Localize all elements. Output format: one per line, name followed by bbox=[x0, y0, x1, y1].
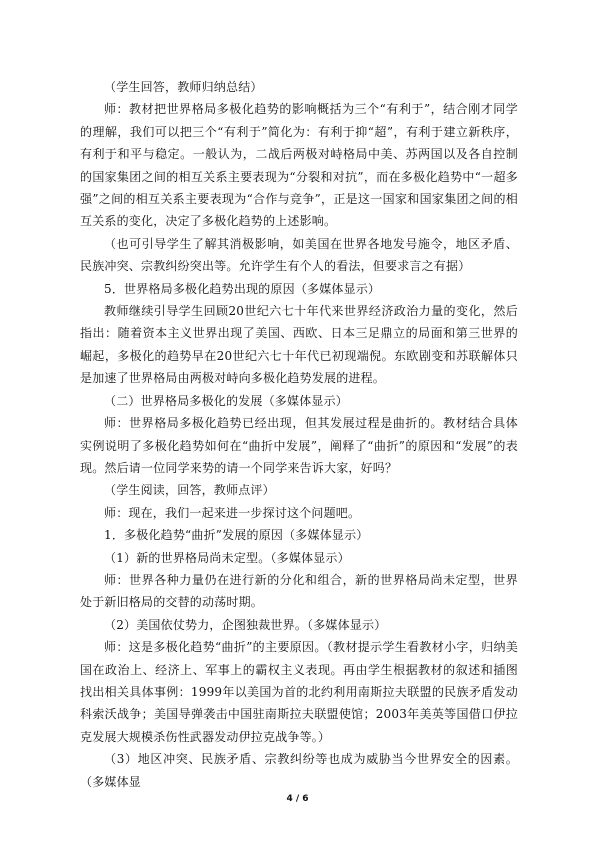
paragraph: （学生回答，教师归纳总结） bbox=[104, 80, 263, 94]
paragraph: （也可引导学生了解其消极影响，如美国在世界各地发号施令，地区矛盾、民族冲突、宗教纠纷突出等。允许学生有个人的看法，但要求言之有据） bbox=[80, 236, 518, 274]
paragraph: 师：这是多极化趋势“曲折”的主要原因。（教材提示学生看教材小字，归纳美国在政治上、经济上、军事上的霸权主义表现。再由学生根据教材的叙述和插图找出相关具体事例：1999年以美国为首的北约利用南斯拉夫联盟的民族矛盾发动科索沃战争；美国导弹袭击中国驻南斯拉夫联盟使馆；2003年美英等国借口伊拉克发展大规模杀伤性武器发动伊拉克战争等。） bbox=[80, 640, 518, 744]
section-heading: （二）世界格局多极化的发展（多媒体显示） bbox=[104, 393, 349, 408]
paragraph: 师：教材把世界格局多极化趋势的影响概括为三个“有利于”，结合刚才同学的理解，我们可以把三个“有利于”简化为：有利于抑“超”，有利于建立新秩序，有利于和平与稳定。一般认为，二战后两极对峙格局中美、苏两国以及各自控制的国家集团之间的相互关系主要表现为“分裂和对抗”，而在多极化趋势中“一超多强”之间的相互关系主要表现为“合作与竞争”，正是这一国家和国家集团之间的相互关系的变化，决定了多极化趋势的上述影响。 bbox=[80, 102, 518, 229]
page-number: 4 / 6 bbox=[286, 794, 309, 804]
section-heading: 1．多极化趋势“曲折”发展的原因（多媒体显示） bbox=[104, 528, 369, 543]
body-text bbox=[80, 76, 518, 793]
sub-heading: （2）美国依仗势力，企图独裁世界。（多媒体显示） bbox=[104, 617, 387, 632]
paragraph: 师：世界各种力量仍在进行新的分化和组合，新的世界格局尚未定型，世界处于新旧格局的交替的动荡时期。 bbox=[80, 572, 518, 610]
sub-heading: （3）地区冲突、民族矛盾、宗教纠纷等也成为威胁当今世界安全的因素。（多媒体显 bbox=[80, 752, 518, 789]
paragraph: 教师继续引导学生回顾20世纪六七十年代来世界经济政治力量的变化，然后指出：随着资本主义世界出现了美国、西欧、日本三足鼎立的局面和第三世界的崛起，多极化的趋势早在20世纪六七十年代已初现端倪。东欧剧变和苏联解体只是加速了世界格局由两极对峙向多极化趋势发展的进程。 bbox=[80, 304, 518, 386]
section-heading: 5．世界格局多极化趋势出现的原因（多媒体显示） bbox=[104, 281, 381, 296]
paragraph: 师：现在，我们一起来进一步探讨这个问题吧。 bbox=[104, 505, 361, 520]
paragraph: （学生阅读，回答，教师点评） bbox=[104, 483, 275, 498]
paragraph: 师：世界格局多极化趋势已经出现，但其发展过程是曲折的。教材结合具体实例说明了多极化趋势如何在“曲折中发展”，阐释了“曲折”的原因和“发展”的表现。然后请一位同学来势的请一个同学来告诉大家，好吗？ bbox=[80, 416, 518, 475]
sub-heading: （1）新的世界格局尚未定型。（多媒体显示） bbox=[104, 550, 350, 565]
